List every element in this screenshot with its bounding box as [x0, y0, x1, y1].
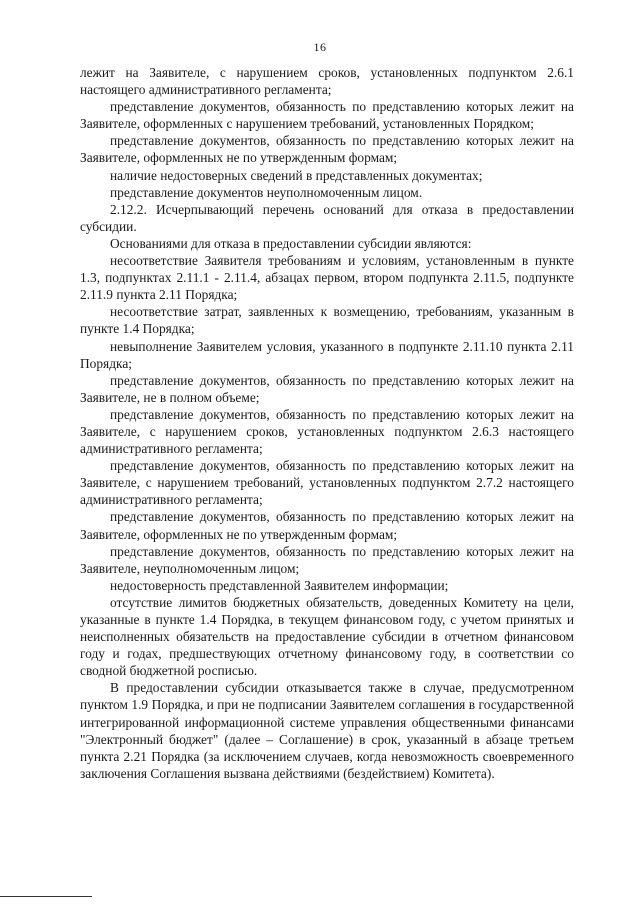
paragraph: невыполнение Заявителем условия, указанного в подпункте 2.11.10 пункта 2.11 Порядка;	[80, 338, 574, 371]
paragraph: представление документов, обязанность по представлению которых лежит на Заявителе, оформленных не по утвержденным формам;	[80, 509, 574, 542]
paragraph: недостоверность представленной Заявителем информации;	[110, 577, 449, 593]
paragraph: Основаниями для отказа в предоставлении субсидии являются:	[110, 235, 472, 251]
paragraph: несоответствие Заявителя требованиям и условиям, установленным в пункте 1.3, подпунктах 2.11.1 - 2.11.4, абзацах первом, втором подпункта 2.11.5, подпункте 2.11.9 пункта 2.11 Порядка;	[80, 253, 574, 303]
paragraph: представление документов, обязанность по представлению которых лежит на Заявителе, не в полном объеме;	[80, 372, 574, 405]
paragraph: представление документов, обязанность по представлению которых лежит на Заявителе, с нарушением сроков, установленных подпунктом 2.6.3 настоящего административного регламента;	[80, 406, 574, 457]
footer-rule	[0, 896, 92, 897]
paragraph: представление документов неуполномоченным лицом.	[110, 184, 423, 200]
paragraph: отсутствие лимитов бюджетных обязательств, доведенных Комитету на цели, указанные в пункте 1.4 Порядка, в текущем финансовом году, с учетом принятых и неисполненных обязательств на предоставление субсидии в отчетном финансовом году и годах, предшествующих отчетному финансовому году, в соответствии со сводной бюджетной росписью.	[80, 594, 574, 679]
paragraph: представление документов, обязанность по представлению которых лежит на Заявителе, оформленных не по утвержденным формам;	[80, 133, 574, 166]
paragraph: наличие недостоверных сведений в представленных документах;	[110, 167, 483, 183]
paragraph: несоответствие затрат, заявленных к возмещению, требованиям, указанным в пункте 1.4 Порядка;	[80, 304, 574, 337]
paragraph: представление документов, обязанность по представлению которых лежит на Заявителе, оформленных с нарушением требований, установленных Порядком;	[80, 99, 574, 132]
paragraph: представление документов, обязанность по представлению которых лежит на Заявителе, с нарушением требований, установленных подпунктом 2.7.2 настоящего административного регламента;	[80, 458, 574, 508]
paragraph: представление документов, обязанность по представлению которых лежит на Заявителе, неуполномоченным лицом;	[80, 543, 574, 576]
paragraph: лежит на Заявителе, с нарушением сроков, установленных подпунктом 2.6.1 настоящего административного регламента;	[80, 65, 574, 98]
paragraph: В предоставлении субсидии отказывается также в случае, предусмотренном пунктом 1.9 Порядка, и при не подписании Заявителем соглашения в государственной интегрированной информационной системе управления общественными финансами "Электронный бюджет" (далее – Соглашение) в срок, указанный в абзаце третьем пункта 2.21 Порядка (за исключением случаев, когда невозможность своевременного заключения Соглашения вызвана действиями (бездействием) Комитета).	[80, 680, 574, 781]
page-number: 16	[313, 40, 327, 54]
section-heading: 2.12.2. Исчерпывающий перечень оснований для отказа в предоставлении субсидии.	[80, 201, 574, 234]
document-body	[80, 64, 574, 782]
